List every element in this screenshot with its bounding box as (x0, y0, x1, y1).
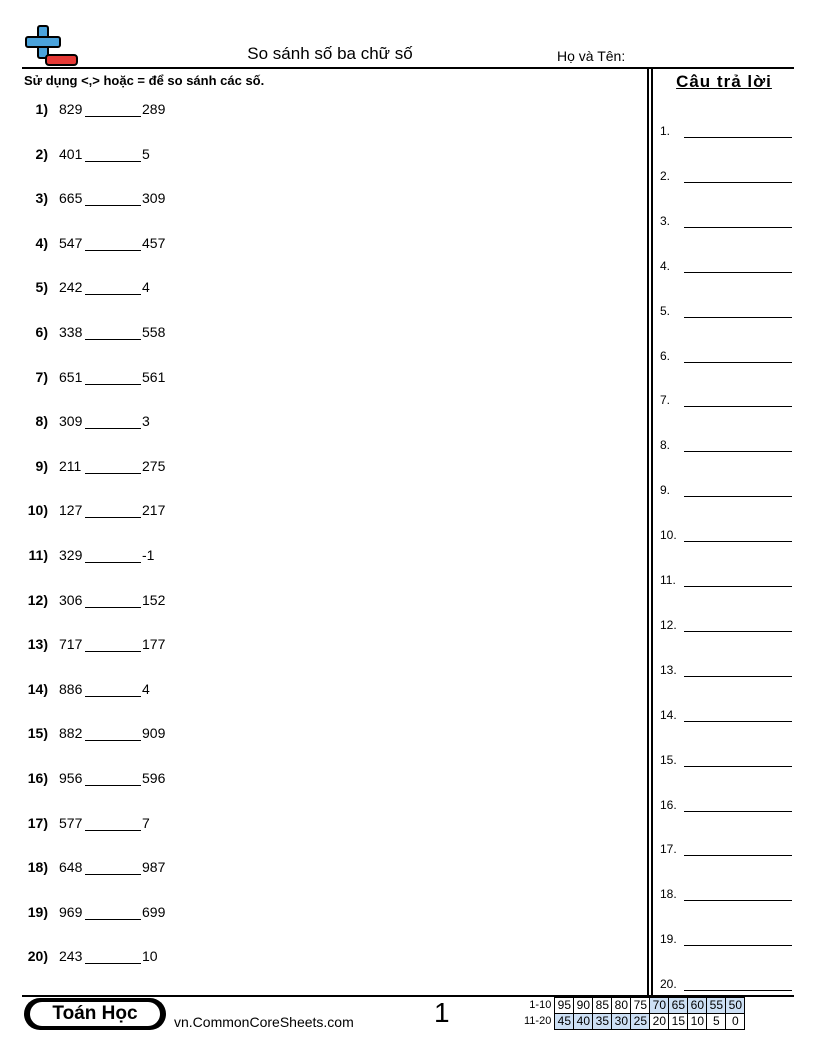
brand-label: Toán Học (30, 1002, 160, 1026)
problem-number: 7) (35, 368, 48, 385)
comparison-blank[interactable] (85, 696, 141, 697)
second-number: 561 (142, 368, 166, 385)
problem-number: 5) (35, 279, 48, 296)
problem-number: 8) (35, 413, 48, 430)
comparison-blank[interactable] (85, 874, 141, 875)
score-cell: 45 (555, 1014, 574, 1030)
answer-number: 12. (660, 617, 677, 632)
first-number: 242 (59, 279, 83, 296)
answer-key-title: Câu trả lời (676, 72, 772, 91)
problem-number: 16) (27, 770, 48, 786)
answer-line[interactable] (684, 496, 792, 497)
first-number: 309 (59, 413, 83, 430)
second-number: 457 (142, 234, 166, 251)
answer-row (660, 887, 792, 907)
answer-row (660, 438, 792, 458)
score-range-label: 11-20 (524, 1015, 552, 1027)
second-number: 909 (142, 725, 166, 742)
score-cell: 15 (669, 1014, 688, 1030)
answer-number: 20. (660, 977, 677, 992)
answer-number: 14. (660, 707, 677, 722)
answer-row (660, 349, 792, 369)
second-number: 152 (142, 591, 166, 608)
worksheet-title: So sánh số ba chữ số (247, 44, 413, 63)
first-number: 127 (59, 502, 83, 519)
answer-number: 16. (660, 797, 677, 812)
answer-line[interactable] (684, 631, 792, 632)
first-number: 651 (59, 368, 83, 385)
score-cell: 20 (650, 1014, 669, 1030)
answer-row (660, 618, 792, 638)
comparison-blank[interactable] (85, 740, 141, 741)
answer-line[interactable] (684, 362, 792, 363)
answer-column-divider-inner (651, 67, 653, 996)
answer-row (660, 169, 792, 189)
score-cell: 0 (726, 1014, 745, 1030)
second-number: 7 (142, 814, 150, 831)
first-number: 829 (59, 101, 83, 117)
score-cell: 35 (593, 1014, 612, 1030)
answer-line[interactable] (684, 721, 792, 722)
score-cell: 90 (574, 998, 593, 1014)
score-cell: 5 (707, 1014, 726, 1030)
header-divider (22, 67, 794, 69)
answer-number: 3. (660, 213, 671, 228)
problem-number: 4) (35, 234, 48, 251)
answer-row (660, 798, 792, 818)
answer-number: 11. (660, 573, 676, 587)
answer-row (660, 214, 792, 234)
comparison-blank[interactable] (85, 785, 141, 786)
answer-number: 13. (660, 662, 677, 677)
answer-line[interactable] (684, 855, 792, 856)
comparison-blank[interactable] (85, 963, 141, 964)
answer-row (660, 708, 792, 728)
first-number: 338 (59, 324, 83, 340)
second-number: 217 (142, 502, 166, 519)
second-number: 4 (142, 279, 150, 296)
problem-number: 10) (27, 502, 48, 519)
problem-number: 14) (27, 680, 48, 697)
score-cell: 95 (555, 998, 574, 1014)
comparison-blank[interactable] (85, 250, 141, 251)
score-cell: 55 (707, 998, 726, 1014)
score-row-11-20 (522, 1014, 745, 1030)
score-cell: 80 (612, 998, 631, 1014)
problem-number: 2) (35, 145, 48, 162)
answer-number: 19. (660, 932, 677, 947)
answer-line[interactable] (684, 766, 792, 767)
second-number: 699 (142, 903, 166, 920)
answer-row (660, 932, 792, 952)
first-number: 401 (59, 145, 83, 162)
problem-number: 12) (27, 591, 48, 608)
second-number: 275 (142, 457, 166, 474)
comparison-blank[interactable] (85, 161, 141, 162)
first-number: 577 (59, 814, 83, 831)
problem-number: 9) (35, 457, 48, 474)
score-table (522, 997, 745, 1030)
answer-number: 6. (660, 348, 671, 363)
first-number: 243 (59, 948, 83, 965)
score-row-1-10 (522, 998, 745, 1014)
score-cell: 10 (688, 1014, 707, 1030)
name-label: Họ và Tên: (557, 48, 626, 64)
answer-row (660, 483, 792, 503)
problem-number: 3) (35, 190, 48, 207)
problem-number: 18) (27, 859, 48, 876)
second-number: 596 (142, 770, 166, 786)
answer-line[interactable] (684, 541, 792, 542)
score-cell: 75 (631, 998, 650, 1014)
answer-line[interactable] (684, 451, 792, 452)
comparison-blank[interactable] (85, 919, 141, 920)
comparison-blank[interactable] (85, 473, 141, 474)
answer-row (660, 259, 792, 279)
answer-row (660, 124, 792, 144)
score-cell: 25 (631, 1014, 650, 1030)
problem-number: 13) (27, 636, 48, 653)
second-number: 987 (142, 859, 166, 876)
problem-number: 11) (28, 547, 48, 563)
answer-number: 9. (660, 483, 671, 498)
first-number: 969 (59, 903, 83, 920)
answer-line[interactable] (684, 990, 792, 991)
answer-row (660, 393, 792, 413)
answer-number: 10. (660, 528, 677, 543)
answer-line[interactable] (684, 406, 792, 407)
instructions: Sử dụng <,> hoặc = để so sánh các số. (24, 73, 265, 88)
score-cell: 40 (574, 1014, 593, 1030)
first-number: 648 (59, 859, 83, 876)
second-number: 558 (142, 324, 166, 340)
answer-number: 18. (660, 887, 677, 902)
first-number: 956 (59, 770, 83, 786)
first-number: 547 (59, 234, 83, 251)
score-cell: 65 (669, 998, 688, 1014)
answer-number: 4. (660, 258, 671, 273)
answer-line[interactable] (684, 317, 792, 318)
answer-line[interactable] (684, 272, 792, 273)
answer-row (660, 842, 792, 862)
answer-line[interactable] (684, 945, 792, 946)
answer-number: 1. (660, 124, 671, 138)
page-number: 1 (434, 997, 450, 1028)
problem-number: 19) (27, 903, 48, 920)
comparison-blank[interactable] (85, 517, 141, 518)
answer-row (660, 753, 792, 773)
brand-badge (24, 998, 166, 1030)
second-number: 10 (142, 948, 158, 965)
answer-number: 2. (660, 168, 671, 183)
comparison-blank[interactable] (85, 830, 141, 831)
first-number: 886 (59, 680, 83, 697)
answer-line[interactable] (684, 182, 792, 183)
comparison-blank[interactable] (85, 562, 141, 563)
answer-number: 7. (660, 393, 671, 408)
comparison-blank[interactable] (85, 205, 141, 206)
second-number: 289 (142, 101, 166, 117)
answer-line[interactable] (684, 676, 792, 677)
comparison-blank[interactable] (85, 607, 141, 608)
problem-number: 20) (27, 948, 48, 965)
score-cell: 85 (593, 998, 612, 1014)
answer-number: 17. (660, 842, 677, 857)
problem-number: 1) (35, 101, 48, 117)
answer-row (660, 304, 792, 324)
answer-row (660, 528, 792, 548)
answer-line[interactable] (684, 900, 792, 901)
second-number: 5 (142, 145, 150, 162)
score-cell: 60 (688, 998, 707, 1014)
score-range-label: 1-10 (529, 999, 552, 1011)
score-cell: 30 (612, 1014, 631, 1030)
answer-line[interactable] (684, 227, 792, 228)
site-url: vn.CommonCoreSheets.com (174, 1014, 354, 1030)
answer-line[interactable] (684, 586, 792, 587)
first-number: 211 (59, 457, 82, 474)
first-number: 665 (59, 190, 83, 207)
second-number: 3 (142, 413, 150, 430)
first-number: 882 (59, 725, 83, 742)
comparison-blank[interactable] (85, 294, 141, 295)
score-cell: 50 (726, 998, 745, 1014)
answer-line[interactable] (684, 137, 792, 138)
answer-number: 8. (660, 438, 671, 453)
first-number: 306 (59, 591, 83, 608)
second-number: 4 (142, 680, 150, 697)
problem-number: 6) (35, 324, 48, 340)
answer-number: 5. (660, 303, 671, 318)
comparison-blank[interactable] (85, 116, 141, 117)
answer-row (660, 573, 792, 593)
first-number: 329 (59, 547, 83, 563)
problem-number: 17) (27, 814, 48, 831)
score-cell: 70 (650, 998, 669, 1014)
comparison-blank[interactable] (85, 651, 141, 652)
second-number: 309 (142, 190, 166, 207)
comparison-blank[interactable] (85, 428, 141, 429)
answer-number: 15. (660, 752, 677, 767)
first-number: 717 (59, 636, 83, 653)
second-number: -1 (142, 547, 155, 563)
answer-line[interactable] (684, 811, 792, 812)
second-number: 177 (142, 636, 166, 653)
answer-column-divider (647, 67, 649, 996)
comparison-blank[interactable] (85, 384, 141, 385)
comparison-blank[interactable] (85, 339, 141, 340)
answer-row (660, 663, 792, 683)
problem-number: 15) (27, 725, 48, 742)
